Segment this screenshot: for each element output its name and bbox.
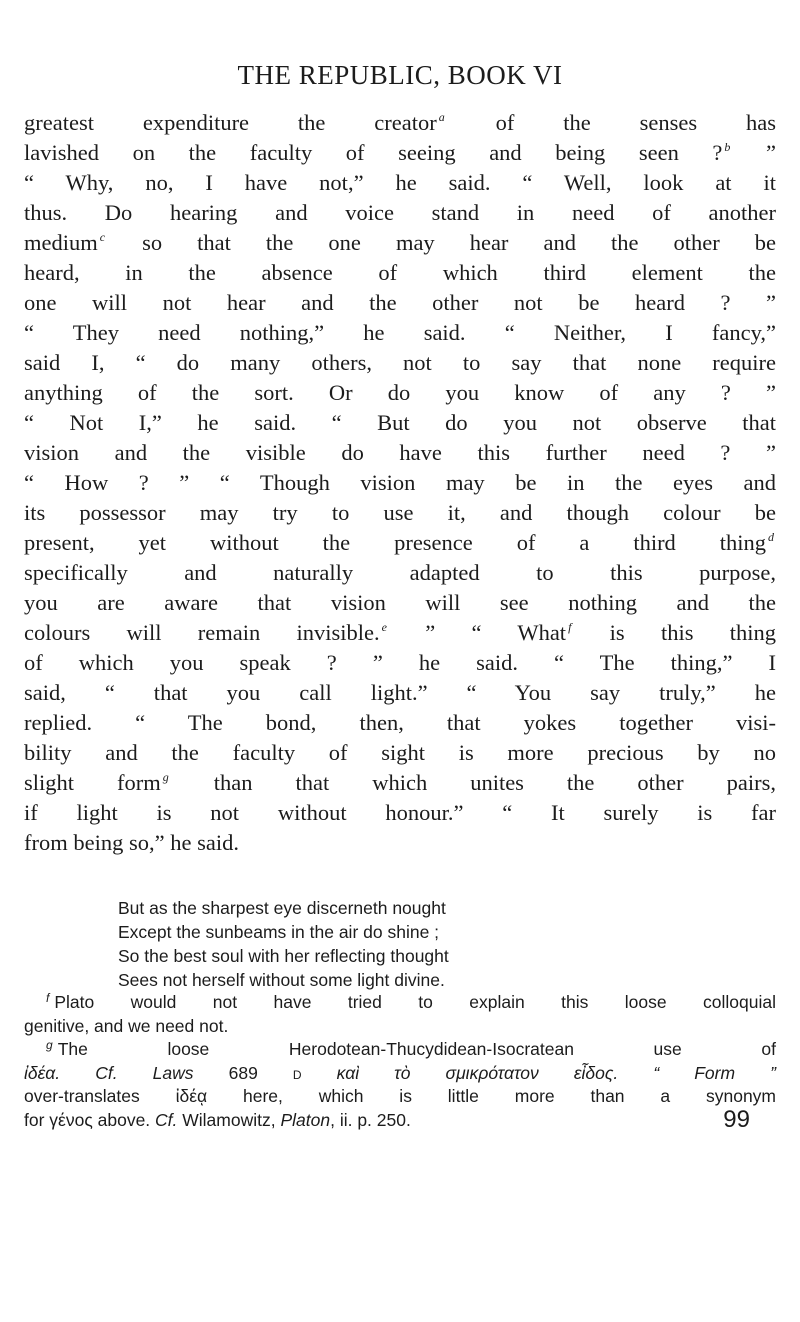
verse-line: But as the sharpest eye discerneth nought — [118, 898, 446, 918]
text-line: colours will remain invisible. $^e$ ” “ What $^f$ is this thing — [24, 620, 776, 645]
text-line: lavished on the faculty of seeing and being seen ? $^b$ ” — [24, 140, 776, 165]
text-line: greatest expenditure the creator $^a$ of the senses has — [24, 110, 776, 135]
footnote-ref-a: a — [438, 110, 445, 124]
text-line: bility and the faculty of sight is more precious by no — [24, 740, 776, 765]
verse-line: Sees not herself without some light divine. — [118, 970, 445, 990]
footnote-g-line: for γένος above. Cf. Wilamowitz, Platon, ii. p. 250. — [24, 1109, 411, 1130]
text-line: said, “ that you call light.” “ You say truly,” he — [24, 680, 776, 705]
footnote-ref-g: g — [162, 770, 169, 784]
text-line: “ Not I,” he said. “ But do you not observe that — [24, 410, 776, 435]
page-number: 99 — [723, 1106, 750, 1133]
text-line: said I, “ do many others, not to say that none require — [24, 350, 776, 375]
verse-line: Except the sunbeams in the air do shine ; — [118, 922, 440, 942]
footnote-ref-b: b — [724, 140, 731, 154]
text-line: one will not hear and the other not be heard ? ” — [24, 290, 776, 315]
text-line: of which you speak ? ” he said. “ The thing,” I — [24, 650, 776, 675]
text-line: you are aware that vision will see nothing and the — [24, 590, 776, 615]
footnote-f-line: $^f$ Plato would not have tried to explain this loose colloquial — [46, 991, 776, 1012]
footnote-g-line: over-translates ἰδέᾳ here, which is little more than a synonym — [24, 1086, 776, 1106]
footnote-ref-f: f — [568, 620, 572, 634]
footnote-marker-f: f — [46, 991, 50, 1005]
verse-quotation — [118, 896, 449, 992]
text-line: specifically and naturally adapted to this purpose, — [24, 560, 776, 585]
text-line: present, yet without the presence of a third thing $^d$ — [24, 530, 774, 555]
footnote-g-line: $^g$ The loose Herodotean-Thucydidean-Isocratean use of — [46, 1038, 776, 1059]
text-line: vision and the visible do have this further need ? ” — [24, 440, 776, 465]
text-line: its possessor may try to use it, and though colour be — [24, 500, 776, 525]
footnote-ref-c: c — [99, 230, 106, 244]
footnote-ref-e: e — [381, 620, 387, 634]
footnote-marker-g: g — [46, 1038, 53, 1052]
text-line: medium $^c$ so that the one may hear and the other be — [24, 230, 776, 255]
footnote-ref-d: d — [768, 530, 774, 544]
text-line: “ Why, no, I have not,” he said. “ Well, look at it — [24, 170, 776, 195]
footnote-g-line: ἰδέα. Cf. Laws 689 d καὶ τὸ σμικρότατον εἶδος. “ Form ” — [24, 1062, 776, 1083]
text-line: thus. Do hearing and voice stand in need of another — [24, 200, 776, 225]
main-text — [24, 108, 776, 858]
text-line: heard, in the absence of which third element the — [24, 260, 776, 285]
text-line: slight form $^g$ than that which unites the other pairs, — [24, 770, 776, 795]
text-line: “ They need nothing,” he said. “ Neither, I fancy,” — [24, 320, 776, 345]
text-line: replied. “ The bond, then, that yokes together visi- — [24, 710, 776, 735]
text-line: anything of the sort. Or do you know of any ? ” — [24, 380, 776, 405]
text-line: from being so,” he said. — [24, 830, 239, 855]
running-head: THE REPUBLIC, BOOK VI — [237, 60, 563, 90]
text-line: “ How ? ” “ Though vision may be in the eyes and — [24, 470, 776, 495]
footnotes — [24, 991, 776, 1132]
text-line: if light is not without honour.” “ It surely is far — [24, 800, 776, 825]
footnote-f-line: genitive, and we need not. — [24, 1015, 229, 1036]
verse-line: So the best soul with her reflecting thought — [118, 946, 449, 966]
